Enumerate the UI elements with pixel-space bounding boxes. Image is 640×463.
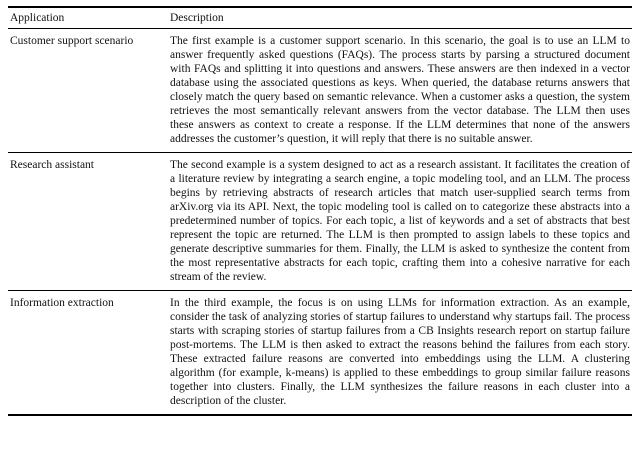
application-cell: Research assistant — [8, 153, 168, 291]
applications-table — [8, 6, 632, 416]
description-cell: In the third example, the focus is on using LLMs for information extraction. As an example, consider the task of analyzing stories of startup failures to understand why startups fail. The process starts with scraping stories of startup failures from a CB Insights research report on startup failure post-mortems. The LLM is then asked to extract the reasons behind the failures from each story. These extracted failure reasons are converted into embeddings using the LLM. A clustering algorithm (for example, k-means) is applied to these embeddings to group similar failure reasons together into clusters. Finally, the LLM synthesizes the failure reasons in each cluster into a description of the cluster. — [170, 297, 630, 408]
column-header-application: Application — [8, 7, 168, 29]
application-cell: Customer support scenario — [8, 29, 168, 153]
description-cell: The first example is a customer support scenario. In this scenario, the goal is to use an LLM to answer frequently asked questions (FAQs). The process starts by parsing a structured document with FAQs and splitting it into questions and answers. These answers are then indexed in a vector database using the associated questions as keys. When queried, the database returns answers that closely match the query based on semantic relevance. When a customer asks a question, the system retrieves the most semantically relevant answers from the vector database. The LLM then uses these answers as context to create a response. If the LLM determines that none of the answers addresses the customer’s question, it will reply that there is no suitable answer. — [168, 29, 632, 153]
table-row — [8, 29, 632, 153]
column-header-description: Description — [168, 7, 632, 29]
description-cell: The second example is a system designed to act as a research assistant. It facilitates the creation of a literature review by integrating a search engine, a topic modeling tool, and an LLM. The process begins by retrieving abstracts of research articles that match user-supplied search terms from arXiv.org via its API. Next, the topic modeling tool is called on to categorize these abstracts into a predetermined number of topics. For each topic, a list of keywords and a set of abstracts that best represent the topic are returned. The LLM is then prompted to assign labels to these topics and generate descriptive summaries for them. Finally, the LLM is asked to synthesize the content from the most representative abstracts for each topic, crafting them into a cohesive narrative for each stream of the review. — [168, 153, 632, 291]
table-header-row — [8, 7, 632, 29]
table-row — [8, 291, 632, 416]
application-cell: Information extraction — [10, 297, 114, 310]
table-row — [8, 153, 632, 291]
